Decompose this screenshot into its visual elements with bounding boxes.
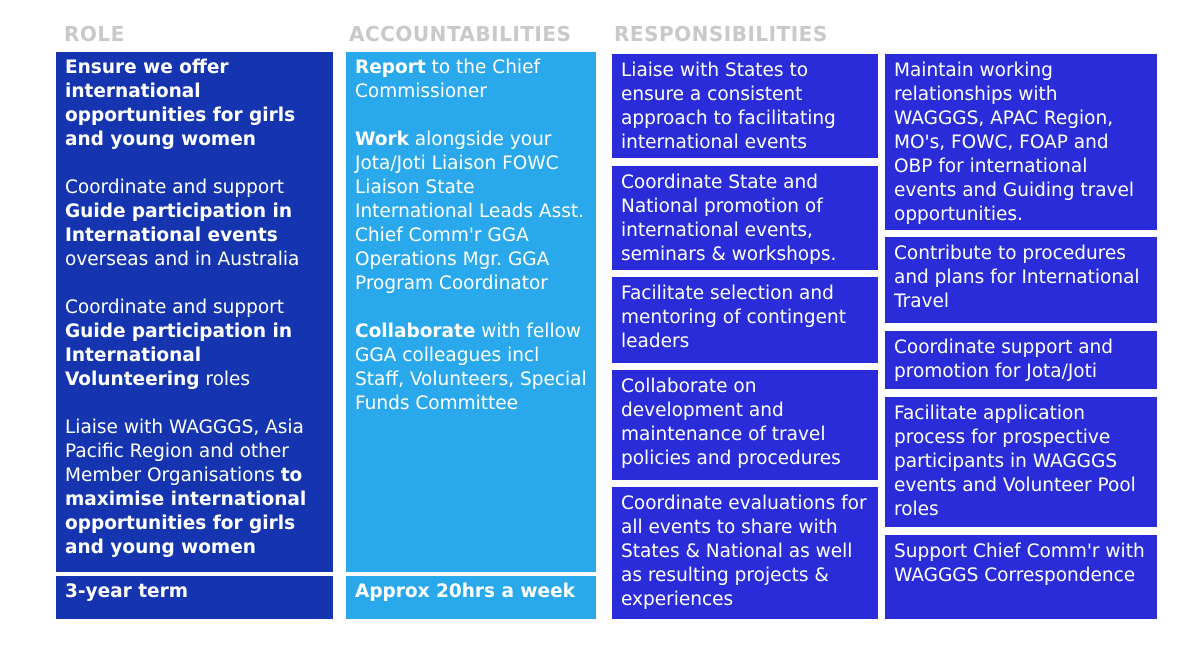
role-paragraph-1	[65, 56, 325, 152]
accountabilities-hours-footer: Approx 20hrs a week	[346, 576, 596, 619]
role-header: ROLE	[64, 22, 125, 46]
role-term-footer: 3-year term	[56, 576, 333, 619]
accountabilities-panel	[346, 52, 596, 572]
role-p1-text: Ensure we offer international opportunities for girls and young women	[65, 57, 296, 150]
responsibility-card: Coordinate support and promotion for Jota/Joti	[885, 331, 1157, 389]
accountability-collaborate: Collaborate with fellow GGA colleagues incl Staff, Volunteers, Special Funds Committee	[355, 321, 587, 414]
accountability-work: Work alongside your Jota/Joti Liaison FOWC Liaison State International Leads Asst. Chief Comm'r GGA Operations Mgr. GGA Program Coordinator	[355, 129, 584, 294]
responsibility-card: Coordinate evaluations for all events to share with States & National as well as resulting projects & experiences	[612, 487, 878, 619]
responsibility-card: Collaborate on development and maintenance of travel policies and procedures	[612, 370, 878, 480]
accountabilities-header: ACCOUNTABILITIES	[349, 22, 572, 46]
responsibility-card: Facilitate application process for prospective participants in WAGGGS events and Volunteer Pool roles	[885, 397, 1157, 527]
responsibility-card: Coordinate State and National promotion of international events, seminars & workshops.	[612, 166, 878, 270]
role-paragraph-2: Coordinate and support Guide participation in International events overseas and in Australia	[65, 177, 300, 270]
responsibility-card: Support Chief Comm'r with WAGGGS Correspondence	[885, 535, 1157, 619]
responsibilities-header: RESPONSIBILITIES	[614, 22, 828, 46]
role-paragraph-4: Liaise with WAGGGS, Asia Pacific Region and other Member Organisations to maximise international opportunities for girls and young women	[65, 417, 307, 558]
accountability-report: Report to the Chief Commissioner	[355, 57, 540, 102]
role-paragraph-3: Coordinate and support Guide participation in International Volunteering roles	[65, 297, 293, 390]
responsibility-card: Maintain working relationships with WAGGGS, APAC Region, MO's, FOWC, FOAP and OBP for international events and Guiding travel opportunities.	[885, 54, 1157, 230]
responsibility-card: Contribute to procedures and plans for International Travel	[885, 237, 1157, 323]
role-panel	[56, 52, 333, 572]
responsibility-card: Facilitate selection and mentoring of contingent leaders	[612, 277, 878, 363]
responsibility-card: Liaise with States to ensure a consistent approach to facilitating international events	[612, 54, 878, 158]
